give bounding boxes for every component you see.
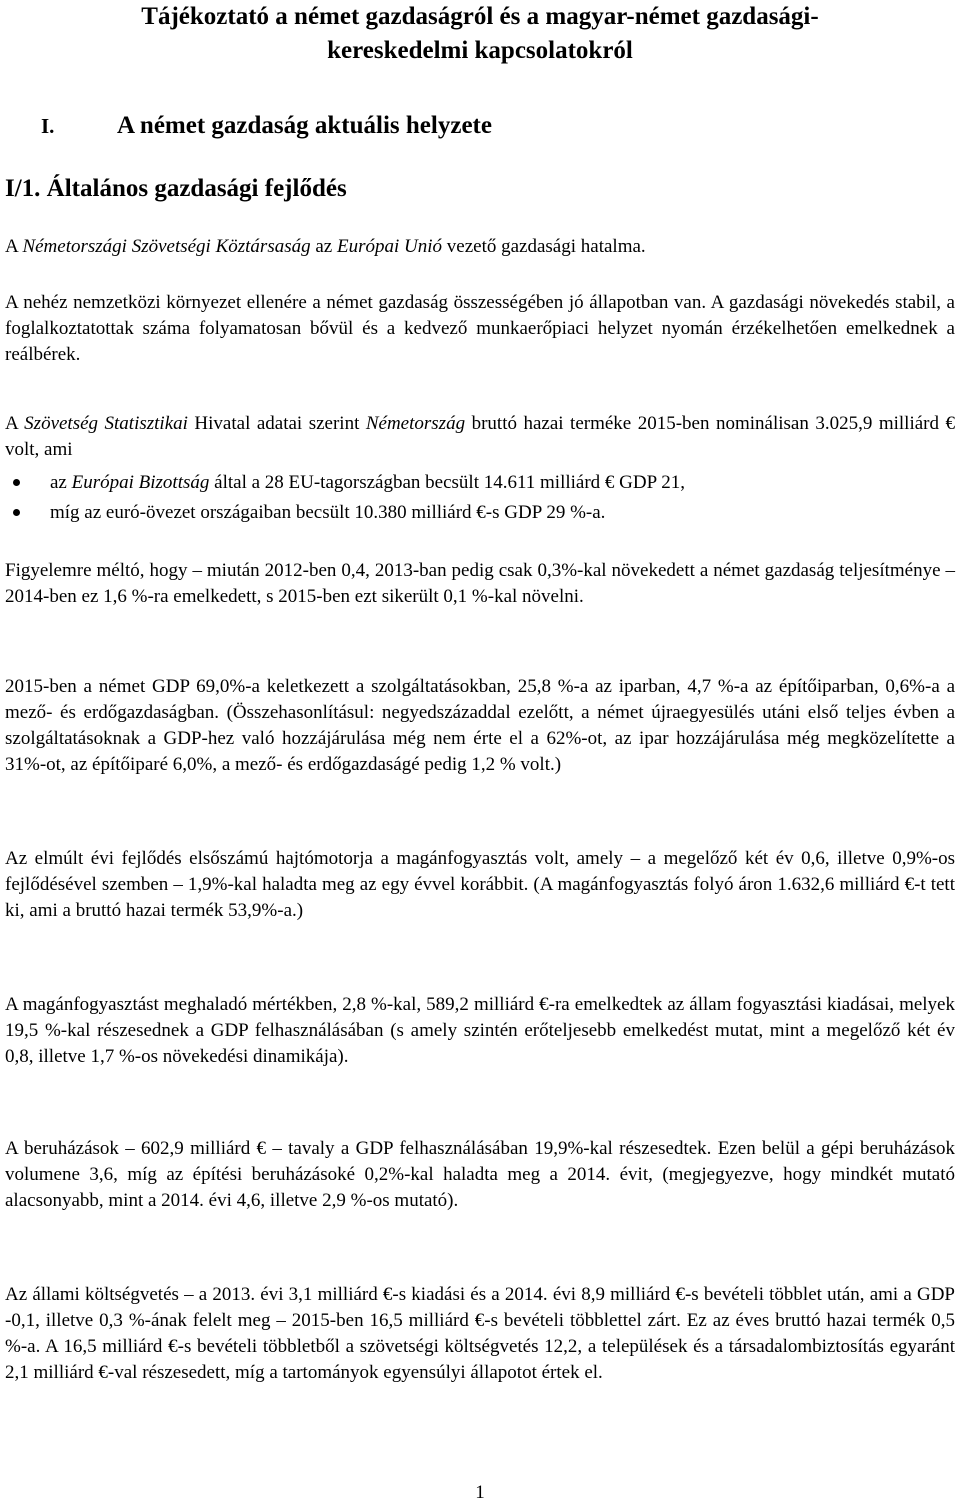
paragraph-6: Az elmúlt évi fejlődés elsőszámú hajtómotorja a magánfogyasztás volt, amely – a megelőző két év 0,6, illetve 0,9%-os fejlődésével szemben – 1,9%-kal haladta meg az egy évvel korábbit. (A magánfogyasztás folyó áron 1.632,6 milliárd €-t tett ki, ami a bruttó hazai termék 53,9%-a.) [5,848,955,921]
paragraph-2: A nehéz nemzetközi környezet ellenére a német gazdaság összességében jó állapotban van. A gazdasági növekedés stabil, a foglalkoztatottak száma folyamatosan bővül és a kedvező munkaerőpiaci helyzet nyomán érzékelhetően emelkednek a reálbérek. [5,292,955,365]
paragraph-4: Figyelemre méltó, hogy – miután 2012-ben 0,4, 2013-ban pedig csak 0,3%-kal növekedett a német gazdaság teljesítménye – 2014-ben ez 1,6 %-ra emelkedett, s 2015-ben ezt sikerült 0,1 %-kal növelni. [5,560,955,607]
paragraph-5: 2015-ben a német GDP 69,0%-a keletkezett a szolgáltatásokban, 25,8 %-a az iparban, 4,7 %-a az építőiparban, 0,6%-a a mező- és erdőgazdaságban. (Összehasonlításul: negyedszázaddal ezelőtt, a német újraegyesülés utáni első teljes évben a szolgáltatásoknak a GDP-hez való hozzájárulása még nem érte el a 62%-ot, az ipar hozzájárulása még megközelítette a 31%-ot, az építőiparé 6,0%, a mező- és erdőgazdaságé pedig 1,2 % volt.) [5,676,955,775]
p3-text-c: bruttó hazai terméke 2015-ben nominálisan 3.025,9 milliárd € volt, ami [5,413,955,460]
title-line-2: kereskedelmi kapcsolatokról [327,37,633,64]
document-page [5,0,955,1383]
subsection-heading: I/1. Általános gazdasági fejlődés [5,175,347,202]
section-heading [41,111,492,141]
bullet-text: az [50,472,72,493]
p1-text-b: az [310,236,337,257]
title-line-1: Tájékoztató a német gazdaságról és a magyar-német gazdasági- [141,3,819,30]
p3-text-a: A [5,413,25,434]
section-title: A német gazdaság aktuális helyzete [117,112,492,139]
bullet-italic: Európai Bizottság [71,472,210,493]
bullet-list [5,468,955,528]
section-number: I. [41,114,55,138]
paragraph-8: A beruházások – 602,9 milliárd € – tavaly a GDP felhasználásában 19,9%-kal részesedtek. Ezen belül a gépi beruházások volumene 3,6, míg az építési beruházásoké 0,2%-kal haladta meg a 2014. évit, (megjegyezve, hogy mindkét mutató alacsonyabb, mint a 2014. évi 4,6, illetve 2,9 %-os mutató). [5,1138,955,1211]
p3-italic-b: Németország [365,413,466,434]
bullet-text: míg az euró-övezet országaiban becsült 10.380 milliárd €-s GDP 29 %-a. [50,502,606,523]
paragraph-9: Az állami költségvetés – a 2013. évi 3,1 milliárd €-s kiadási és a 2014. évi 8,9 milliárd €-s bevételi többlet után, ami a GDP -0,1, illetve 0,3 %-ának felelt meg – 2015-ben 16,5 milliárd €-s bevételi többlettel zárt. Ez az éves bruttó hazai termék 0,5 %-a. A 16,5 milliárd €-s bevételi többletből a szövetségi költségvetés 12,2, a települések és a társadalombiztosítás egyaránt 2,1 milliárd €-val részesedett, míg a tartományok egyensúlyi állapotot értek el. [5,1284,955,1383]
list-item [5,498,955,528]
bullet-text: által a 28 EU-tagországban becsült 14.611 milliárd € GDP 21, [209,472,685,493]
p1-italic-a: Németországi Szövetségi Köztársaság [22,236,311,257]
p1-text-a: A [5,236,23,257]
list-item [5,468,955,498]
paragraph-3 [5,411,955,463]
bullet-icon [13,509,20,516]
page-number: 1 [475,1482,485,1503]
document-title [5,0,955,68]
paragraph-1 [5,234,955,260]
bullet-icon [13,479,20,486]
p1-italic-b: Európai Unió [337,236,443,257]
p1-text-c: vezető gazdasági hatalma. [442,236,646,257]
p3-text-b: Hivatal adatai szerint [187,413,366,434]
p3-italic-a: Szövetség Statisztikai [24,413,188,434]
paragraph-7: A magánfogyasztást meghaladó mértékben, 2,8 %-kal, 589,2 milliárd €-ra emelkedtek az állam fogyasztási kiadásai, melyek 19,5 %-kal részesednek a GDP felhasználásában (s amely szintén erőteljesebb emelkedést mutat, mint a megelőző két év 0,8, illetve 1,7 %-os növekedési dinamikája). [5,994,955,1067]
